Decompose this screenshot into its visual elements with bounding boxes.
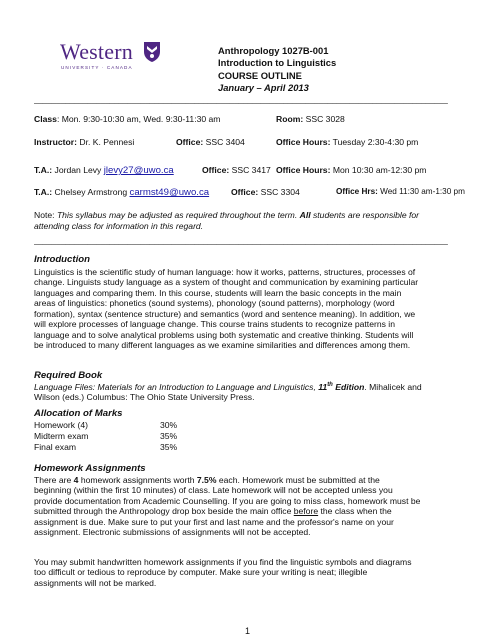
book-edition-word: Edition: [332, 382, 365, 392]
crest-icon: [143, 41, 161, 63]
ta-email-link[interactable]: jlevy27@uwo.ca: [103, 165, 174, 176]
intro-line: areas of linguistics: phonetics (sound systems), phonology (sound patterns), morphology (word: [34, 298, 395, 309]
hw-line: assignment. Electronic submissions of assignments will not be accepted.: [34, 527, 311, 538]
note-label: Note:: [34, 210, 57, 220]
note-text-2: students are responsible for: [310, 210, 420, 220]
note-text: This syllabus may be adjusted as required throughout the term.: [56, 210, 300, 220]
syllabus-note: [34, 210, 419, 220]
hw-before: before: [293, 506, 319, 517]
hw-text: the class when the: [318, 506, 392, 517]
hw-line: provide documentation from Academic Counselling. If you are going to miss class, homework must be: [34, 495, 421, 506]
intro-line: formation), syntax (sentence structure) and semantics (word and sentence meaning). In addition, we: [34, 308, 416, 319]
hw-count: 4: [73, 475, 79, 485]
instructor-office-label: Office:: [176, 137, 204, 147]
hw-line: assignments will not be marked.: [34, 577, 157, 588]
ta-2-hours: [336, 187, 465, 197]
ta-office-value: SSC 3417: [229, 165, 271, 175]
room-label: Room:: [276, 114, 304, 124]
instructor-office: [176, 137, 245, 147]
introduction-heading: Introduction: [34, 254, 90, 265]
introduction-paragraph: [34, 267, 464, 351]
instructor-hours-label: Office Hours:: [276, 137, 331, 147]
ta-label: T.A.:: [34, 187, 53, 197]
note-line-2: attending class for information in this regard.: [34, 221, 204, 231]
ta-hours-label: Office Hours:: [276, 165, 331, 175]
class-label: Class: [34, 114, 57, 124]
marks-item: Final exam: [34, 442, 77, 452]
ta-email-link[interactable]: carmst49@uwo.ca: [129, 187, 210, 198]
marks-value: 35%: [160, 442, 178, 452]
instructor-info: [34, 137, 134, 147]
intro-line: be introduced to many different languages as we examine similarities and differences among them.: [34, 340, 411, 351]
hw-text: submitted through the Anthropology drop box beside the main office: [34, 506, 294, 517]
ta-2-info: [34, 187, 209, 199]
course-header: [218, 45, 458, 95]
hw-text: homework assignments worth: [78, 475, 197, 485]
book-edition-suffix: th: [327, 382, 333, 389]
marks-heading: Allocation of Marks: [34, 408, 123, 419]
intro-line: languages and comparing them. In this course, students will learn the basic concepts in the main: [34, 287, 402, 298]
book-authors: . Mihalicek and: [364, 382, 422, 392]
ta-name: Chelsey Armstrong: [52, 187, 130, 197]
room-value: SSC 3028: [303, 114, 345, 124]
book-publisher: Wilson (eds.) Columbus: The Ohio State University Press.: [34, 392, 255, 403]
course-outline-label: COURSE OUTLINE: [218, 69, 302, 81]
required-book-heading: Required Book: [34, 370, 103, 381]
logo-subtitle: UNIVERSITY · CANADA: [61, 65, 133, 70]
course-code: Anthropology 1027B-001: [218, 45, 329, 56]
marks-row: [34, 431, 177, 442]
intro-line: change. Linguists study language as a system of thought and communication by examining particular: [34, 277, 419, 288]
ta-name: Jordan Levy: [52, 165, 104, 175]
ta-label: T.A.:: [34, 165, 53, 175]
ta-1-office: [202, 165, 271, 175]
class-schedule: [34, 114, 220, 124]
class-value: : Mon. 9:30-10:30 am, Wed. 9:30-11:30 am: [56, 114, 221, 124]
homework-paragraph: [34, 475, 464, 538]
intro-line: will explore processes of language change. This course trains students to recognize patterns in: [34, 319, 395, 330]
instructor-hours-value: Tuesday 2:30-4:30 pm: [330, 137, 419, 147]
instructor-office-value: SSC 3404: [203, 137, 245, 147]
marks-row: [34, 420, 177, 431]
book-title: Language Files: Materials for an Introduction to Language and Linguistics,: [34, 382, 319, 392]
note-all: All: [299, 210, 311, 220]
instructor-hours: [276, 137, 418, 147]
ta-1-hours: [276, 165, 426, 175]
marks-row: [34, 442, 177, 453]
hw-line: beginning (within the first 10 minutes) of class. Late homework will not be accepted unless you: [34, 485, 393, 496]
ta-office-label: Office:: [202, 165, 230, 175]
ta-hours-value: Wed 11:30 am-1:30 pm: [377, 187, 465, 196]
logo-wordmark: Western: [60, 39, 133, 64]
ta-office-value: SSC 3304: [258, 187, 300, 197]
course-title: Introduction to Linguistics: [218, 57, 337, 69]
hw-weight: 7.5%: [196, 475, 217, 485]
marks-item: Midterm exam: [34, 431, 89, 441]
instructor-name: Dr. K. Pennesi: [76, 137, 135, 147]
divider-top: _____________________________________________________________________________________________: [34, 95, 448, 104]
page-number: 1: [244, 626, 250, 636]
instructor-label: Instructor:: [34, 137, 77, 147]
handwritten-paragraph: [34, 557, 464, 588]
marks-value: 35%: [160, 431, 178, 441]
ta-1-info: [34, 165, 174, 177]
room-info: [276, 114, 345, 124]
ta-office-label: Office:: [231, 187, 259, 197]
homework-heading: Homework Assignments: [34, 463, 146, 474]
ta-2-office: [231, 187, 300, 197]
book-edition: 11: [318, 382, 328, 392]
course-term: January – April 2013: [218, 82, 309, 94]
hw-line: assignment is due. Make sure to put your first and last name and the professor's name on your: [34, 516, 394, 527]
ta-hours-value: Mon 10:30 am-12:30 pm: [330, 165, 427, 175]
hw-text: There are: [34, 475, 74, 485]
hw-line: too difficult or tedious to reproduce by computer. Make sure your writing is neat; illegible: [34, 567, 368, 578]
intro-line: Linguistics is the scientific study of human language: how it works, patterns, structures, processes of: [34, 267, 416, 277]
marks-value: 30%: [160, 420, 178, 430]
divider-middle: _____________________________________________________________________________________________: [34, 236, 448, 245]
marks-table: [34, 420, 177, 453]
ta-hours-label: Office Hrs:: [336, 187, 378, 196]
intro-line: language and to solve analytical problems using both systematic and creative thinking. Students will: [34, 329, 414, 340]
required-book-citation: [34, 382, 464, 403]
hw-text: each. Homework must be submitted at the: [216, 475, 380, 485]
hw-line: You may submit handwritten homework assignments if you find the linguistic symbols and diagrams: [34, 557, 412, 567]
marks-item: Homework (4): [34, 420, 88, 430]
